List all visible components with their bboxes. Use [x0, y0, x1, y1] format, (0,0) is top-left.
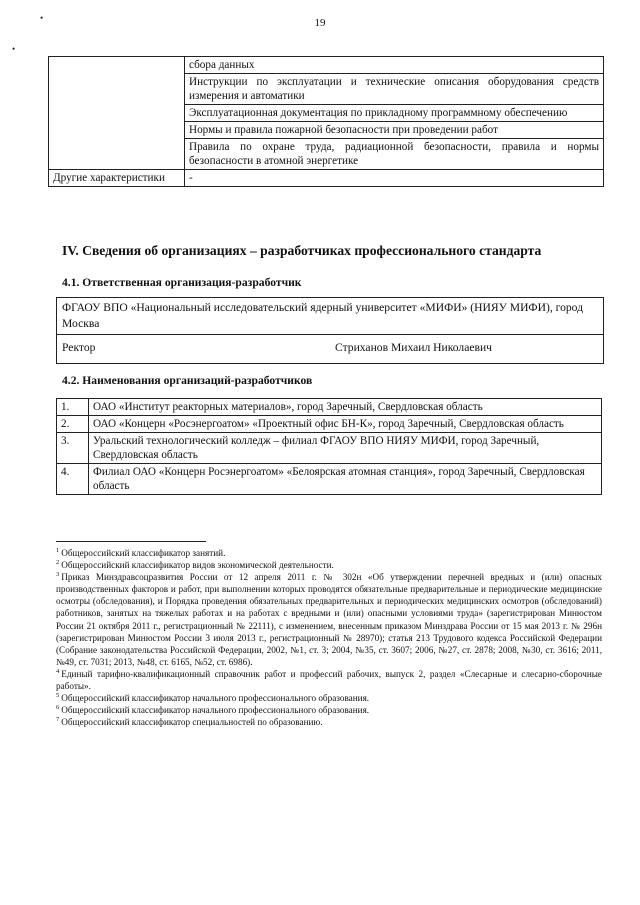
developers-table	[56, 398, 602, 495]
table-cell: Правила по охране труда, радиационной безопасности, правила и нормы безопасности в атомной энергетике	[185, 139, 604, 170]
table-cell: Инструкции по эксплуатации и технические описания оборудования средств измерения и автоматики	[185, 74, 604, 105]
developer-name: Филиал ОАО «Концерн Росэнергоатом» «Белоярская атомная станция», город Заречный, Свердловская область	[89, 464, 602, 495]
developer-name: ОАО «Институт реакторных материалов», город Заречный, Свердловская область	[89, 399, 602, 416]
footnote-mark: 4	[56, 667, 60, 675]
footnote-mark: 5	[56, 692, 60, 700]
table-row	[57, 416, 602, 433]
page-number: 19	[314, 17, 326, 29]
scan-speck: •	[12, 44, 16, 54]
section-title: IV. Сведения об организациях – разработчиках профессионального стандарта	[62, 243, 542, 258]
footnote-mark: 7	[56, 716, 60, 724]
empty-cell	[49, 57, 185, 170]
footnote-text: Общероссийский классификатор начального профессионального образования.	[61, 693, 370, 704]
footnote-mark: 3	[56, 571, 60, 579]
table-cell: Нормы и правила пожарной безопасности при проведении работ	[185, 122, 604, 139]
footnote-text: Общероссийский классификатор видов экономической деятельности.	[61, 560, 334, 571]
row-number: 4.	[57, 464, 89, 495]
footnote-mark: 2	[56, 559, 60, 567]
position-label: Ректор	[62, 341, 96, 354]
footnote-text: Общероссийский классификатор специальностей по образованию.	[61, 717, 323, 728]
footnote	[56, 571, 602, 668]
footnote	[56, 692, 602, 704]
other-characteristics-label: Другие характеристики	[49, 170, 185, 187]
row-number: 1.	[57, 399, 89, 416]
footnote-text: Единый тарифно-квалификационный справочник работ и профессий рабочих, выпуск 2, раздел «Слесарные и слесарно-сборочные работы».	[56, 668, 602, 692]
org-name: ФГАОУ ВПО «Национальный исследовательский ядерный университет «МИФИ» (НИЯУ МИФИ), город Москва	[62, 301, 584, 330]
responsible-org-box	[56, 297, 604, 364]
table-row	[57, 433, 602, 464]
footnote	[56, 547, 602, 559]
footnote-mark: 1	[56, 547, 60, 554]
person-name: Стриханов Михаил Николаевич	[335, 341, 492, 354]
table-cell: Эксплуатационная документация по прикладному программному обеспечению	[185, 105, 604, 122]
footnote-mark: 6	[56, 704, 60, 712]
table-row	[49, 57, 604, 74]
row-number: 3.	[57, 433, 89, 464]
other-characteristics-value: -	[185, 170, 604, 187]
footnotes	[56, 547, 602, 728]
footnote	[56, 559, 602, 571]
row-number: 2.	[57, 416, 89, 433]
table-row	[57, 399, 602, 416]
subsection-title-responsible: 4.1. Ответственная организация-разработчик	[62, 276, 302, 289]
subsection-title-developers: 4.2. Наименования организаций-разработчиков	[62, 374, 313, 387]
footnote-separator	[56, 541, 206, 542]
scan-speck: •	[40, 13, 44, 23]
footnote	[56, 704, 602, 716]
requirements-table	[48, 56, 604, 187]
footnote-text: Общероссийский классификатор начального профессионального образования.	[61, 705, 370, 716]
footnote-text: Общероссийский классификатор занятий.	[61, 548, 226, 558]
signatory-row	[57, 334, 603, 363]
footnote	[56, 716, 602, 728]
table-cell: сбора данных	[185, 57, 604, 74]
developer-name: ОАО «Концерн «Росэнергоатом» «Проектный офис БН-К», город Заречный, Свердловская область	[89, 416, 602, 433]
developer-name: Уральский технологический колледж – филиал ФГАОУ ВПО НИЯУ МИФИ, город Заречный, Свердловская область	[89, 433, 602, 464]
table-row	[49, 170, 604, 187]
table-row	[57, 464, 602, 495]
footnote-text: Приказ Минздравсоцразвития России от 12 апреля 2011 г. № 302н «Об утверждении перечней вредных и (или) опасных производственных факторов и работ, при выполнении которых проводятся обязательные предварительные и периодические медицинские осмотры (обследования), и Порядка проведения обязательных предварительных и периодических медицинских осмотров (обследований) работников, занятых на тяжелых работах и на работах с вредными и (или) опасными условиями труда» (зарегистрирован Минюстом России 21 октября 2011 г., регистрационный № 22111), с изменением, внесенным приказом Минздрава России от 15 мая 2013 г. № 296н (зарегистрирован Минюстом России 3 июля 2013 г., регистрационный № 28970); статья 213 Трудового кодекса Российской Федерации (Собрание законодательства Российской Федерации, 2002, №1, ст. 3; 2004, №35, ст. 3607; 2006, №27, ст. 2878; 2008, №30, ст. 3616; 2011, №49, ст. 7031; 2013, №48, ст. 6165, №52, ст. 6986).	[56, 572, 602, 667]
footnote	[56, 668, 602, 692]
